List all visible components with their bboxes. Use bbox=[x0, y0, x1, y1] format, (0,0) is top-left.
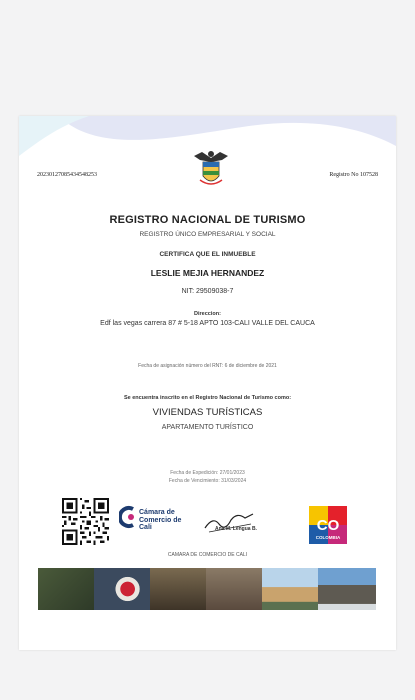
photo-rock bbox=[318, 568, 376, 610]
fecha-asignacion: Fecha de asignación número del RNT: 6 de diciembre de 2021 bbox=[138, 363, 277, 369]
camara-logo-icon bbox=[119, 505, 139, 529]
fecha-expedicion: Fecha de Expedición: 27/01/2023 bbox=[170, 470, 245, 476]
certificate-page bbox=[19, 116, 396, 650]
camara-name: Cámara de Comercio de Cali bbox=[139, 509, 182, 531]
photo-people bbox=[150, 568, 206, 610]
camara-comercio-logo bbox=[119, 505, 193, 539]
photo-bird bbox=[94, 568, 150, 610]
photo-dancers bbox=[206, 568, 262, 610]
direccion-value: Edf las vegas carrera 87 # 5-18 APTO 103-CALI VALLE DEL CAUCA bbox=[100, 320, 315, 327]
document-title: REGISTRO NACIONAL DE TURISMO bbox=[109, 214, 306, 226]
camara-bottom-label: CAMARA DE COMERCIO DE CALI bbox=[167, 552, 248, 558]
photo-forest bbox=[38, 568, 94, 610]
document-subtitle: REGISTRO ÚNICO EMPRESARIAL Y SOCIAL bbox=[139, 231, 276, 238]
categoria: VIVIENDAS TURÍSTICAS bbox=[152, 407, 263, 418]
owner-name: LESLIE MEJIA HERNANDEZ bbox=[150, 268, 265, 278]
qr-code-icon bbox=[62, 498, 109, 545]
direccion-label: Direccion: bbox=[194, 311, 221, 317]
signature-icon bbox=[201, 506, 261, 540]
document-code: 20230127085434548253 bbox=[37, 172, 97, 178]
coat-of-arms-icon bbox=[192, 146, 230, 190]
colombia-logo-sub: COLOMBIA bbox=[315, 535, 341, 540]
photo-strip bbox=[38, 568, 376, 610]
signature-name: Ana M. Lengua B. bbox=[215, 526, 257, 532]
subcategoria: APARTAMENTO TURÍSTICO bbox=[161, 424, 254, 431]
registro-number: Registro No 107528 bbox=[329, 172, 378, 178]
nit-number: NIT: 29509038-7 bbox=[181, 288, 234, 295]
colombia-brand-logo bbox=[309, 506, 347, 544]
certifica-label: CERTIFICA QUE EL INMUEBLE bbox=[159, 251, 256, 258]
photo-building bbox=[262, 568, 318, 610]
inscrito-label: Se encuentra inscrito en el Registro Nacional de Turismo como: bbox=[123, 395, 292, 401]
colombia-logo-text: CO bbox=[316, 517, 340, 534]
fecha-vencimiento: Fecha de Vencimiento: 31/03/2024 bbox=[168, 478, 247, 484]
